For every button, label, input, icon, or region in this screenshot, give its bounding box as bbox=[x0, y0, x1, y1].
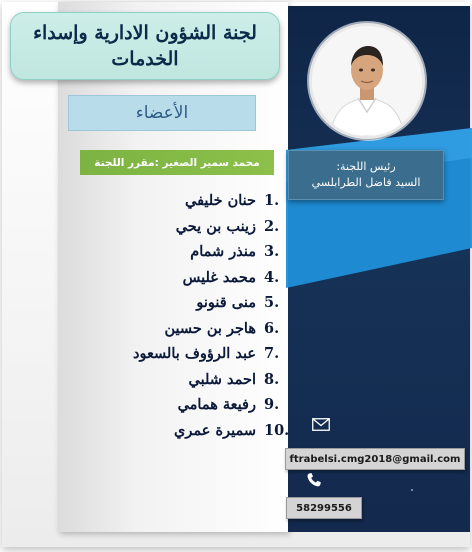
list-item bbox=[96, 290, 290, 316]
member-name: عبد الرؤوف بالسعود bbox=[133, 345, 256, 363]
phone-number[interactable]: 58299556 bbox=[296, 502, 352, 514]
list-item bbox=[96, 392, 290, 418]
member-number: 2. bbox=[264, 217, 280, 235]
member-name: رفيعة همامي bbox=[177, 396, 256, 414]
member-number: 7. bbox=[264, 345, 280, 363]
member-number: 4. bbox=[264, 268, 280, 286]
member-name: احمد شلبي bbox=[188, 370, 256, 388]
member-name: حنان خليفي bbox=[184, 192, 256, 210]
member-name: منذر شمام bbox=[190, 243, 256, 261]
phone-icon bbox=[306, 472, 322, 488]
president-role: رئيس اللجنة: bbox=[336, 160, 396, 173]
member-name: زينب بن يحي bbox=[175, 217, 256, 235]
member-name: محمد غليس bbox=[182, 268, 256, 286]
committee-title: لجنة الشؤون الادارية وإسداء الخدمات bbox=[33, 22, 257, 70]
email-address[interactable]: ftrabelsi.cmg2018@gmail.com bbox=[289, 453, 461, 465]
list-item bbox=[96, 239, 290, 265]
list-item bbox=[96, 367, 290, 393]
member-name: منى قنونو bbox=[196, 294, 256, 312]
list-item bbox=[96, 418, 290, 444]
member-number: 1. bbox=[264, 192, 280, 210]
list-item bbox=[96, 265, 290, 291]
envelope-icon bbox=[312, 418, 330, 431]
person-photo-icon bbox=[312, 26, 422, 136]
president-photo bbox=[309, 23, 425, 139]
president-name: السيد فاضل الطرابلسي bbox=[311, 176, 421, 189]
decorative-dot bbox=[411, 489, 413, 491]
list-item bbox=[96, 316, 290, 342]
member-number: 9. bbox=[264, 396, 280, 414]
member-number: 6. bbox=[264, 319, 280, 337]
member-number: 3. bbox=[264, 243, 280, 261]
list-item bbox=[96, 188, 290, 214]
phone-box[interactable] bbox=[286, 497, 362, 519]
rapporteur-text: محمد سمير الصغير :مقرر اللجنة bbox=[94, 156, 260, 169]
list-item bbox=[96, 214, 290, 240]
member-name: سميرة عمري bbox=[174, 421, 256, 439]
email-box[interactable] bbox=[285, 448, 465, 470]
list-item bbox=[96, 341, 290, 367]
committee-title-box bbox=[10, 12, 280, 80]
member-number: 10. bbox=[264, 421, 290, 439]
member-number: 8. bbox=[264, 370, 280, 388]
members-heading: الأعضاء bbox=[135, 103, 189, 123]
member-name: هاجر بن حسين bbox=[164, 319, 256, 337]
president-box bbox=[288, 150, 444, 200]
members-heading-box bbox=[68, 95, 256, 131]
member-number: 5. bbox=[264, 294, 280, 312]
rapporteur-banner bbox=[80, 150, 274, 175]
members-list bbox=[96, 188, 290, 443]
